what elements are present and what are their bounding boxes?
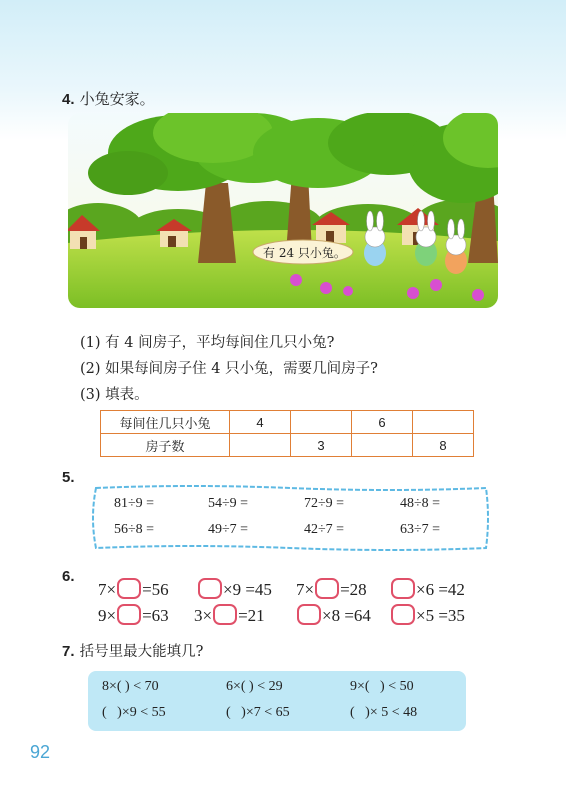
rabbit-scene-illustration xyxy=(68,113,498,308)
page-number: 92 xyxy=(30,742,51,762)
table-cell: 4 xyxy=(230,411,291,434)
answer-blank[interactable] xyxy=(315,578,339,599)
blank-equation xyxy=(296,578,367,600)
inequality: 6×( ) < 29 xyxy=(226,679,283,694)
division-problem: 63÷7 = xyxy=(400,522,441,537)
division-problem: 54÷9 = xyxy=(208,496,249,511)
answer-blank[interactable] xyxy=(391,578,415,599)
blank-equation xyxy=(98,604,169,626)
q4-number: 4. xyxy=(62,91,75,108)
inequality: ( )× 5 < 48 xyxy=(350,705,418,720)
q4-sub-2: (2) 如果每间房子住 4 只小兔，需要几间房子? xyxy=(80,361,378,377)
eq-part: =21 xyxy=(238,606,265,625)
blank-equation xyxy=(194,604,265,626)
eq-part: ×8 =64 xyxy=(322,606,371,625)
eq-part: =28 xyxy=(340,580,367,599)
eq-part: 7× xyxy=(98,580,117,599)
answer-blank[interactable] xyxy=(213,604,237,625)
q7-heading xyxy=(62,640,203,661)
table-row-label: 房子数 xyxy=(101,434,230,457)
answer-blank[interactable] xyxy=(117,604,141,625)
blank-equation xyxy=(98,578,169,600)
eq-part: =56 xyxy=(142,580,169,599)
table-cell: 3 xyxy=(291,434,352,457)
table-cell xyxy=(352,434,413,457)
table-cell: 6 xyxy=(352,411,413,434)
blank-equation xyxy=(296,604,371,626)
division-problem: 48÷8 = xyxy=(400,496,441,511)
q5-box-border xyxy=(90,484,490,552)
answer-blank[interactable] xyxy=(198,578,222,599)
eq-part: 3× xyxy=(194,606,213,625)
q4-heading xyxy=(62,88,155,109)
division-problem: 56÷8 = xyxy=(114,522,155,537)
table-cell xyxy=(230,434,291,457)
division-problem: 72÷9 = xyxy=(304,496,345,511)
scene-label: 有 24 只小兔。 xyxy=(263,246,346,260)
q5-number: 5. xyxy=(62,469,75,486)
scene-svg xyxy=(68,113,498,308)
table-row xyxy=(101,434,474,457)
eq-part: ×5 =35 xyxy=(416,606,465,625)
q6-number: 6. xyxy=(62,568,75,585)
eq-part: ×9 =45 xyxy=(223,580,272,599)
q4-title: 小兔安家。 xyxy=(79,90,155,108)
q4-sub-1: (1) 有 4 间房子，平均每间住几只小兔? xyxy=(80,335,335,351)
table-cell xyxy=(291,411,352,434)
table-row-label: 每间住几只小兔 xyxy=(101,411,230,434)
table-cell: 8 xyxy=(413,434,474,457)
q7-number: 7. xyxy=(62,643,75,660)
blank-equation xyxy=(197,578,272,600)
eq-part: 9× xyxy=(98,606,117,625)
q4-sub-3: (3) 填表。 xyxy=(80,387,149,403)
blank-equation xyxy=(390,578,465,600)
table-row xyxy=(101,411,474,434)
eq-part: =63 xyxy=(142,606,169,625)
q7-title: 括号里最大能填几? xyxy=(79,644,204,660)
q5-problem-box xyxy=(90,484,490,552)
eq-part: ×6 =42 xyxy=(416,580,465,599)
answer-blank[interactable] xyxy=(297,604,321,625)
fill-in-table xyxy=(100,410,474,457)
division-problem: 42÷7 = xyxy=(304,522,345,537)
inequality: ( )×7 < 65 xyxy=(226,705,290,720)
inequality: ( )×9 < 55 xyxy=(102,705,166,720)
division-problem: 49÷7 = xyxy=(208,522,249,537)
answer-blank[interactable] xyxy=(117,578,141,599)
eq-part: 7× xyxy=(296,580,315,599)
answer-blank[interactable] xyxy=(391,604,415,625)
inequality: 9×( ) < 50 xyxy=(350,679,414,694)
table-cell xyxy=(413,411,474,434)
blank-equation xyxy=(390,604,465,626)
q7-problem-box xyxy=(88,671,466,731)
division-problem: 81÷9 = xyxy=(114,496,155,511)
inequality: 8×( ) < 70 xyxy=(102,679,159,694)
